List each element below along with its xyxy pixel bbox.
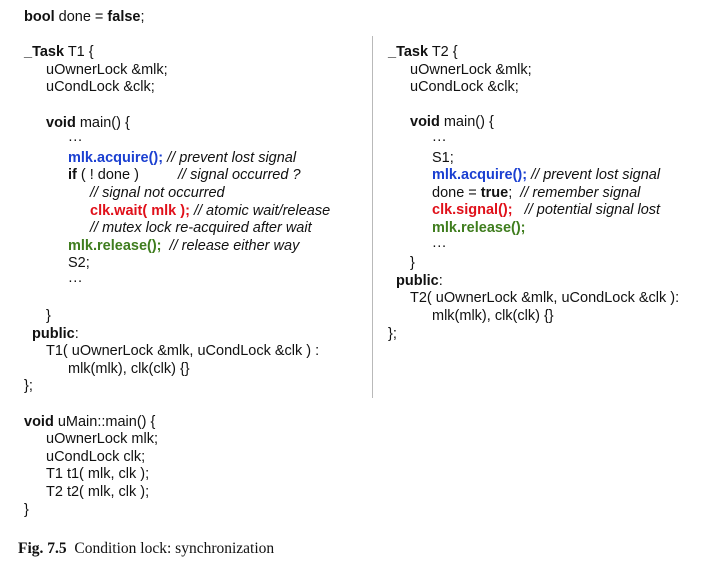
left-code-line xyxy=(24,27,330,45)
code-token: S2; xyxy=(68,255,90,272)
code-token: clk.signal(); xyxy=(432,202,513,219)
right-code-line xyxy=(388,308,679,326)
code-token: public xyxy=(396,272,439,289)
code-token: T1( uOwnerLock &mlk, uCondLock &clk ) : xyxy=(46,343,320,360)
left-code-line xyxy=(24,308,330,326)
left-code-line xyxy=(24,378,330,396)
code-token: void xyxy=(46,114,76,131)
code-token: mlk.release(); xyxy=(432,219,526,236)
code-token: T2 { xyxy=(428,44,458,60)
left-code-line xyxy=(24,396,330,414)
left-code-line xyxy=(24,414,330,432)
code-token: // prevent lost signal xyxy=(527,167,661,184)
code-token: S1; xyxy=(432,149,454,166)
code-token: ··· xyxy=(68,132,83,149)
code-token: ; xyxy=(508,184,521,201)
left-code-line xyxy=(24,273,330,291)
left-code-line xyxy=(24,255,330,273)
code-token: mlk.acquire(); xyxy=(432,167,528,184)
code-token: // potential signal lost xyxy=(512,202,661,219)
right-code-line xyxy=(388,220,679,238)
code-token: uOwnerLock &mlk; xyxy=(410,61,532,78)
right-code-line xyxy=(388,238,679,256)
right-code-line xyxy=(388,255,679,273)
code-token: T1 { xyxy=(64,44,94,61)
left-code-line xyxy=(24,185,330,203)
code-token: T2( uOwnerLock &mlk, uCondLock &clk ): xyxy=(410,290,680,307)
right-code-line xyxy=(388,79,679,97)
right-code-line xyxy=(388,273,679,291)
code-token: mlk(mlk), clk(clk) {} xyxy=(432,307,554,324)
left-code-line xyxy=(24,150,330,168)
code-token: if xyxy=(68,167,77,184)
code-token: }; xyxy=(24,378,33,395)
figure-caption xyxy=(18,540,274,558)
code-token: uMain::main() { xyxy=(53,413,156,430)
code-token: main() { xyxy=(75,114,130,131)
code-token: public xyxy=(32,325,75,342)
code-token: : xyxy=(74,325,79,342)
left-code-line xyxy=(24,62,330,80)
left-code-line xyxy=(24,326,330,344)
code-token: } xyxy=(410,255,415,272)
right-code-line xyxy=(388,202,679,220)
left-code-line xyxy=(24,484,330,502)
left-code-line xyxy=(24,115,330,133)
left-code-line xyxy=(24,502,330,520)
right-code-line xyxy=(388,150,679,168)
left-code-line xyxy=(24,343,330,361)
code-token: done = xyxy=(432,184,481,201)
code-token: T1 t1( mlk, clk ); xyxy=(46,466,150,483)
code-token: ; xyxy=(140,9,145,25)
right-code-line xyxy=(388,62,679,80)
right-code-line xyxy=(388,132,679,150)
code-token: void xyxy=(410,114,440,131)
code-token: } xyxy=(46,308,51,325)
code-token: T2 t2( mlk, clk ); xyxy=(46,484,150,501)
code-comment: // signal occurred ? xyxy=(178,167,301,184)
code-token: void xyxy=(24,413,54,430)
left-code-line xyxy=(24,220,330,238)
right-code-line xyxy=(388,290,679,308)
code-token: uOwnerLock &mlk; xyxy=(46,61,168,78)
code-token: ( ! done ) xyxy=(76,167,139,184)
left-code-column xyxy=(24,9,330,519)
code-token: true xyxy=(480,184,509,201)
left-code-line xyxy=(24,238,330,256)
code-token: bool xyxy=(24,9,55,25)
code-token: uCondLock &clk; xyxy=(46,79,155,96)
left-code-line xyxy=(24,291,330,309)
code-token: ··· xyxy=(432,131,447,148)
left-code-line xyxy=(24,449,330,467)
code-token: main() { xyxy=(439,114,494,131)
code-token: _Task xyxy=(388,44,429,60)
code-token: ··· xyxy=(68,272,83,289)
code-token: false xyxy=(107,9,141,25)
left-code-line xyxy=(24,361,330,379)
code-token: } xyxy=(24,501,29,518)
code-token: uCondLock &clk; xyxy=(410,79,519,96)
left-code-line xyxy=(24,97,330,115)
code-token: done = xyxy=(54,9,108,25)
figure-label: Fig. 7.5 xyxy=(18,540,67,557)
code-token: uCondLock clk; xyxy=(46,448,146,465)
left-code-line xyxy=(24,44,330,62)
left-code-line xyxy=(24,466,330,484)
right-code-line xyxy=(388,114,679,132)
code-token: : xyxy=(438,272,443,289)
left-code-line xyxy=(24,132,330,150)
right-code-line xyxy=(388,97,679,115)
left-code-line xyxy=(24,167,330,185)
code-token: // atomic wait/release xyxy=(189,202,331,219)
right-code-line xyxy=(388,167,679,185)
code-token: mlk(mlk), clk(clk) {} xyxy=(68,360,190,377)
left-code-line xyxy=(24,431,330,449)
code-token: // signal not occurred xyxy=(90,184,225,201)
code-token: mlk.release(); xyxy=(68,237,162,254)
right-code-line xyxy=(388,326,679,344)
right-code-column xyxy=(388,44,679,343)
right-code-line xyxy=(388,44,679,62)
left-code-line xyxy=(24,203,330,221)
code-token: _Task xyxy=(24,44,65,61)
code-token: // mutex lock re-acquired after wait xyxy=(90,220,312,237)
left-code-line xyxy=(24,9,330,27)
code-token: // remember signal xyxy=(520,184,641,201)
code-token: uOwnerLock mlk; xyxy=(46,431,159,448)
code-token: // prevent lost signal xyxy=(163,149,297,166)
code-token: // release either way xyxy=(161,237,300,254)
right-code-line xyxy=(388,185,679,203)
code-token: mlk.acquire(); xyxy=(68,149,164,166)
column-divider xyxy=(372,36,373,398)
code-token: clk.wait( mlk ); xyxy=(90,202,190,219)
figure-caption-text: Condition lock: synchronization xyxy=(66,540,275,557)
code-token: ··· xyxy=(432,237,447,254)
left-code-line xyxy=(24,79,330,97)
code-token: }; xyxy=(388,325,397,342)
